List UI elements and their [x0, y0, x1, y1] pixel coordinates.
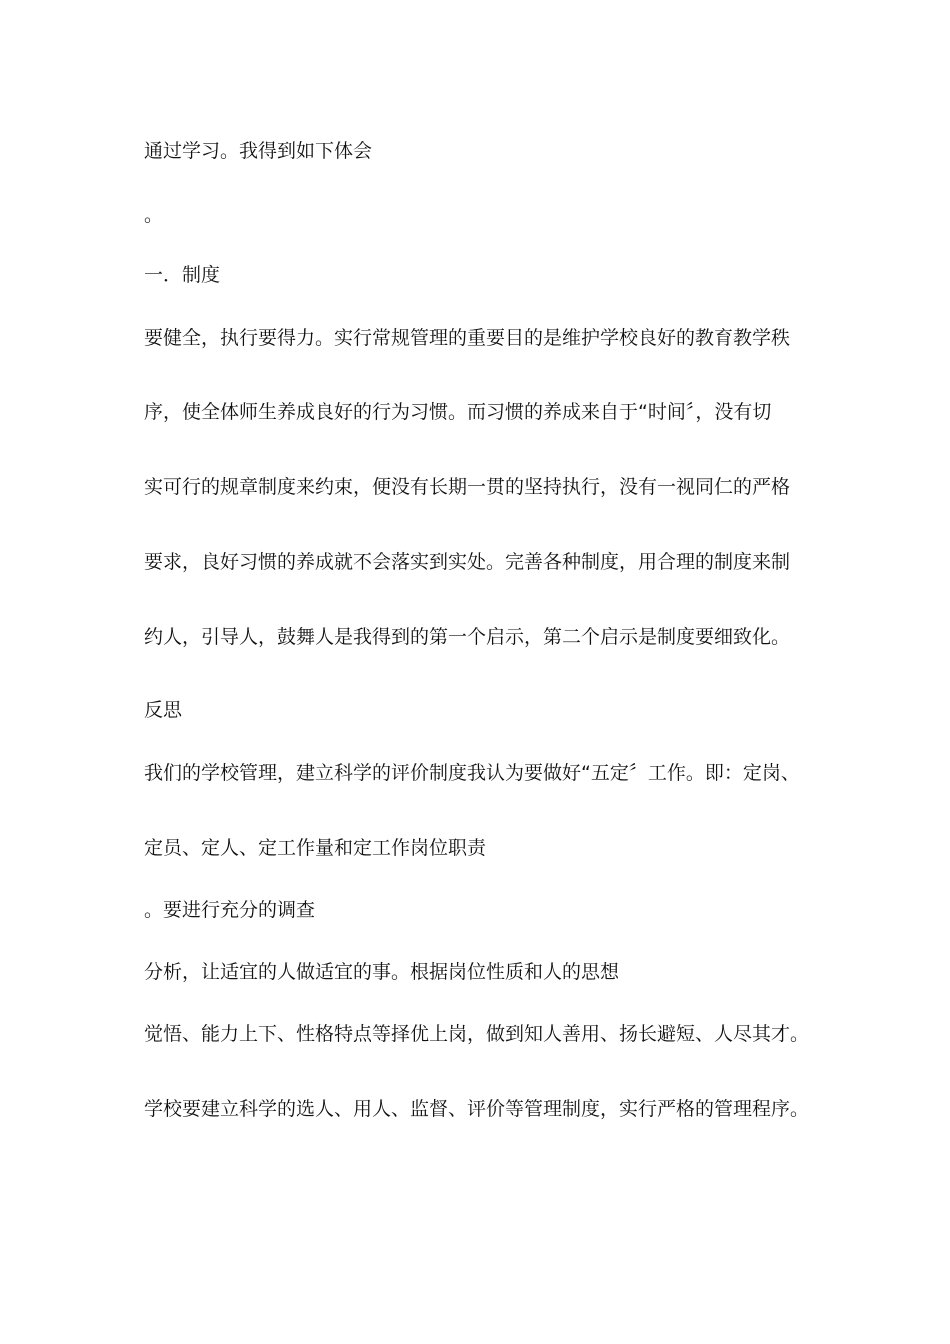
text-line-11: 定员、定人、定工作量和定工作岗位职责	[144, 837, 487, 859]
text-line-1: 通过学习。我得到如下体会	[144, 140, 373, 162]
text-line-13: 分析，让适宜的人做适宜的事。根据岗位性质和人的思想	[144, 961, 620, 983]
text-line-10: 我们的学校管理，建立科学的评价制度我认为要做好“五定〞工作。即：定岗、	[144, 762, 800, 784]
text-line-8: 约人，引导人，鼓舞人是我得到的第一个启示，第二个启示是制度要细致化。	[144, 626, 791, 648]
text-line-5: 序，使全体师生养成良好的行为习惯。而习惯的养成来自于“时间〞，没有切	[144, 401, 772, 423]
text-line-4: 要健全，执行要得力。实行常规管理的重要目的是维护学校良好的教育教学秩	[144, 327, 791, 349]
text-line-9: 反思	[144, 699, 183, 721]
section-heading: 一．制度	[144, 264, 221, 286]
text-line-2: 。	[144, 204, 164, 226]
text-line-6: 实可行的规章制度来约束，便没有长期一贯的坚持执行，没有一视同仁的严格	[144, 476, 791, 498]
text-line-15: 学校要建立科学的选人、用人、监督、评价等管理制度，实行严格的管理程序。	[144, 1098, 810, 1120]
text-line-14: 觉悟、能力上下、性格特点等择优上岗，做到知人善用、扬长避短、人尽其才。	[144, 1023, 810, 1045]
text-line-12: 。要进行充分的调查	[144, 899, 316, 921]
text-line-7: 要求，良好习惯的养成就不会落实到实处。完善各种制度，用合理的制度来制	[144, 551, 791, 573]
